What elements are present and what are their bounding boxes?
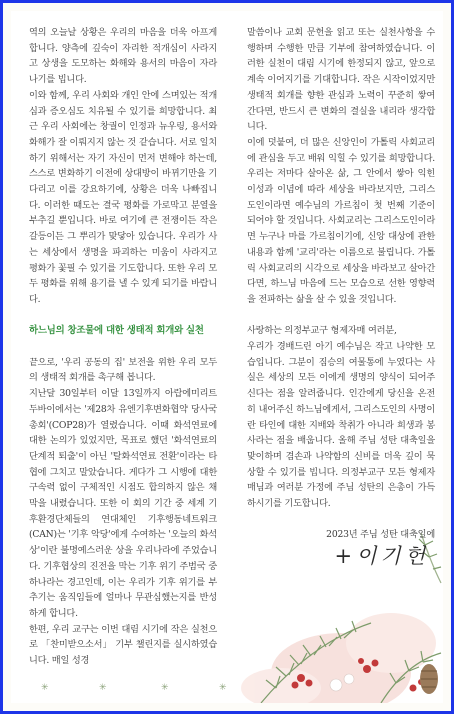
right-column: [247, 25, 435, 569]
paragraph: 이에 덧붙여, 더 많은 신앙인이 가톨릭 사회교리에 관심을 두고 배워 익힐 수 있기를 희망합니다. 우리는 저마다 살아온 삶, 그 안에서 쌓아 익힌 이성과 이념에 따라 세상을 바라보지만, 그리스도인이라면 예수님의 가르침이 첫 번째 기준이 되어야 할 것입니다. 사회교리는 그리스도인이라면 누구나 마를 가르침이기에, 신앙 대상에 관한 내용과 함께 '교리'라는 이름으로 불립니다. 가톨릭 사회교리의 시각으로 세상을 바라보고 살아간다면, 하느님 마음에 드는 모습으로 선한 영향력을 전파하는 삶을 살 수 있을 것입니다.: [247, 136, 435, 305]
red-berries-icon: [292, 658, 425, 692]
sparkle-icon: ✳: [219, 683, 227, 693]
paragraph: 끝으로, '우리 공동의 집' 보전을 위한 우리 모두의 생태적 회개를 촉구해 봅니다.: [29, 356, 217, 384]
signature-date: 2023년 주님 성탄 대축일에: [326, 529, 435, 541]
pinecone-icon: [420, 664, 438, 694]
pink-wash-icon: [241, 613, 436, 703]
sparkle-icon: ✳: [161, 683, 169, 693]
paragraph: 우리가 경배드린 아기 예수님은 작고 나약한 모습입니다. 그분이 짐승의 여물통에 누였다는 사실은 세상의 모든 이에게 생명의 양식이 되어주신다는 점을 알려줍니다. 인간에게 당신을 온전히 내어주신 하느님에게서, 그리스도인의 사명이란 타인에 대한 지배와 착취가 아니라 희생과 봉사라는 점을 배웁니다. 올해 주님 성탄 대축일을 맞이하며 겸손과 나약함의 신비를 더욱 깊이 묵상할 수 있기를 빕니다. 의정부교구 모든 형제자매님과 여러분 가정에 주님 성탄의 은총이 가득하시기를 기도합니다.: [247, 341, 435, 510]
paragraph: 지난달 30일부터 이달 13일까지 아랍에미리트 두바이에서는 '제28차 유엔기후변화협약 당사국총회'(COP28)가 열렸습니다. 이때 화석연료에 대한 논의가 있었지만, 목표로 했던 '화석연료의 단계적 퇴출'이 아닌 '탈화석연료 전환'이라는 타협에 그치고 말았습니다. 게다가 그 시행에 대한 구속력 없이 구체적인 시점도 합의하지 않은 채 막을 내렸습니다. 또한 이 회의 기간 중 세계 기후환경단체들의 연대체인 기후행동네트워크(CAN)는 '기후 악당'에게 수여하는 '오늘의 화석상'이란 불명예스러운 상을 우리나라에 주었습니다. 기후협상의 진전을 막는 기후 위기 주범국 중 하나라는 경고인데, 이는 우리가 기후 위기를 부추기는 움직임들에 얼마나 무관심했는지를 반성하게 합니다.: [29, 388, 217, 619]
sparkle-icon: ✳: [41, 683, 49, 693]
section-heading: 하느님의 창조물에 대한 생태적 회개와 실천: [29, 325, 204, 337]
paragraph: 말씀이나 교회 문헌을 읽고 또는 실천사항을 수행하며 수행한 만큼 기부에 참여하였습니다. 이러한 실천이 대림 시기에 한정되지 않고, 앞으로 계속 이어지기를 기대합니다. 작은 시작이었지만 생태적 회개를 향한 관심과 노력이 꾸준히 쌓여간다면, 반드시 큰 변화의 결실을 내리라 생각합니다.: [247, 27, 435, 133]
sparkle-icon: ✳: [99, 683, 107, 693]
white-blossom-icon: [330, 674, 354, 691]
paragraph: 이와 함께, 우리 사회와 개인 안에 스며있는 적개심과 증오심도 치유될 수 있기를 희망합니다. 최근 우리 사회에는 창궐이 인정과 뉴우링, 용서와 화해가 잘 이뤄지지 않는 것 같습니다. 서로 일치하기 위해서는 자기 자신이 먼저 변해야 하는데, 스스로 변화하기 이전에 상대방이 바뀌기만을 기다리고 이를 강요하기에, 상황은 더욱 나빠집니다. 이러한 때도는 결국 평화를 가로막고 분열을 부추길 뿐입니다. 바로 여기에 큰 전쟁이든 작은 갈등이든 그 뿌리가 맞닿아 있습니다. 우리가 사는 세상에서 생명을 파괴하는 미움이 사라지고 평화가 꽃필 수 있기를 기도합니다. 또한 우리 모두 평화를 위해 용기를 낼 수 있게 되기를 바랍니다.: [29, 89, 217, 305]
page-content: [11, 11, 443, 703]
left-column: [29, 25, 217, 669]
paragraph: 역의 오늘날 상황은 우리의 마음을 더욱 아프게 합니다. 양측에 깊숙이 자리한 적개심이 사라지고 상생을 도모하는 화해와 용서의 마음이 자라나기를 빕니다.: [29, 27, 217, 86]
salutation: 사랑하는 의정부교구 형제자매 여러분,: [247, 325, 397, 337]
paragraph: 한편, 우리 교구는 이번 대림 시기에 작은 실천으로 「찬미받으소서」 기부 챌린지를 실시하였습니다. 매일 성경: [29, 623, 217, 667]
signature: +이기헌: [334, 544, 429, 569]
